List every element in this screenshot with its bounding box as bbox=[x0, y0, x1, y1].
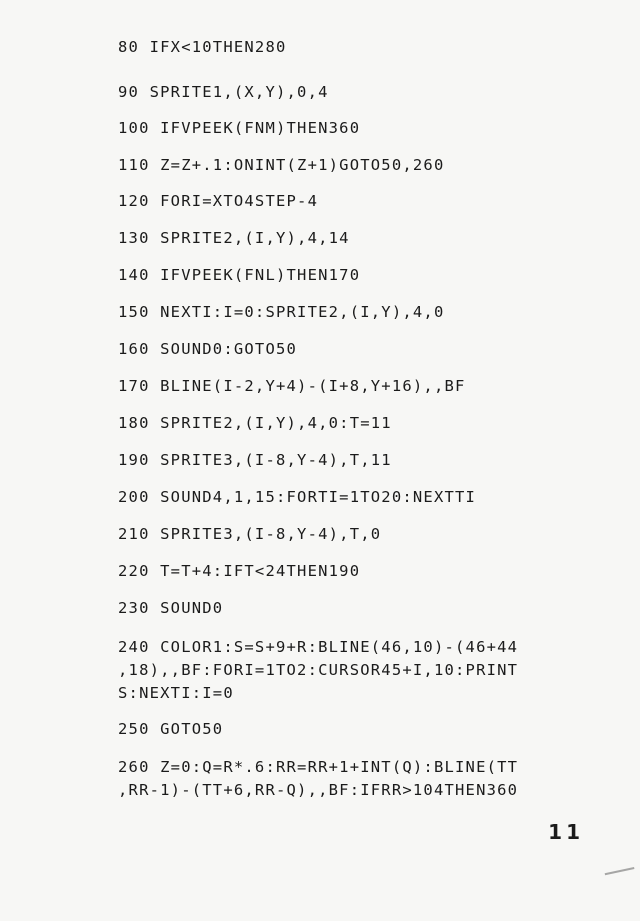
code-line: 150 NEXTI:I=0:SPRITE2,(I,Y),4,0 bbox=[118, 303, 445, 321]
code-line: ,18),,BF:FORI=1TO2:CURSOR45+I,10:PRINT bbox=[118, 661, 519, 679]
code-line: 90 SPRITE1,(X,Y),0,4 bbox=[118, 83, 329, 101]
page-number: 11 bbox=[548, 820, 584, 844]
scan-mark bbox=[605, 867, 638, 889]
code-line: 170 BLINE(I-2,Y+4)-(I+8,Y+16),,BF bbox=[118, 377, 466, 395]
code-line: 130 SPRITE2,(I,Y),4,14 bbox=[118, 229, 350, 247]
code-line: 200 SOUND4,1,15:FORTI=1TO20:NEXTTI bbox=[118, 488, 477, 506]
code-line: 260 Z=0:Q=R*.6:RR=RR+1+INT(Q):BLINE(TT bbox=[118, 758, 519, 776]
code-line: 120 FORI=XTO4STEP-4 bbox=[118, 192, 319, 210]
code-line: 100 IFVPEEK(FNM)THEN360 bbox=[118, 119, 361, 137]
code-line: 140 IFVPEEK(FNL)THEN170 bbox=[118, 266, 361, 284]
code-line: 190 SPRITE3,(I-8,Y-4),T,11 bbox=[118, 451, 392, 469]
code-line: 160 SOUND0:GOTO50 bbox=[118, 340, 298, 358]
code-line: 230 SOUND0 bbox=[118, 599, 224, 617]
code-line: 80 IFX<10THEN280 bbox=[118, 38, 287, 56]
code-line: ,RR-1)-(TT+6,RR-Q),,BF:IFRR>104THEN360 bbox=[118, 781, 519, 799]
code-line: 220 T=T+4:IFT<24THEN190 bbox=[118, 562, 361, 580]
code-line: 110 Z=Z+.1:ONINT(Z+1)GOTO50,260 bbox=[118, 156, 445, 174]
code-line: 210 SPRITE3,(I-8,Y-4),T,0 bbox=[118, 525, 382, 543]
code-line: 240 COLOR1:S=S+9+R:BLINE(46,10)-(46+44 bbox=[118, 638, 519, 656]
code-line: 180 SPRITE2,(I,Y),4,0:T=11 bbox=[118, 414, 392, 432]
code-line: 250 GOTO50 bbox=[118, 720, 224, 738]
code-line: S:NEXTI:I=0 bbox=[118, 684, 234, 702]
